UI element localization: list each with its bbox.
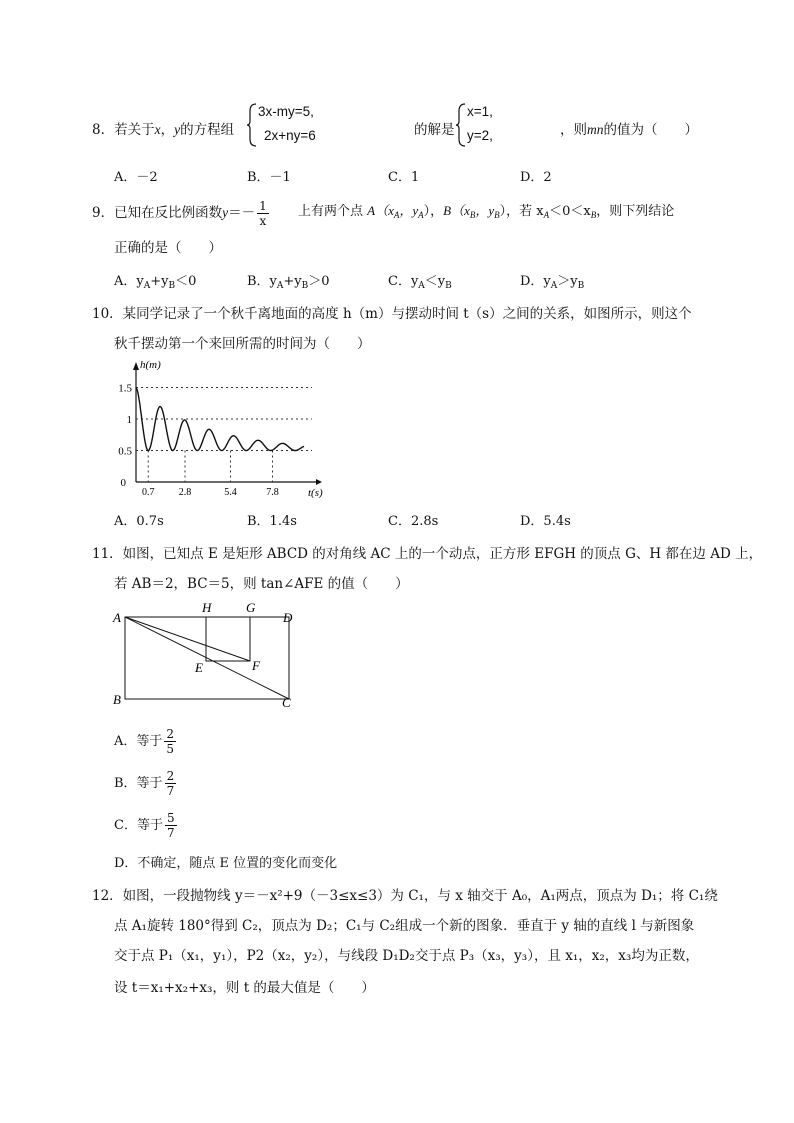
label-c: C bbox=[282, 695, 291, 710]
q11-option-c-frac bbox=[165, 812, 177, 839]
q12-line2: 点 A₁旋转 180°得到 C₂，顶点为 D₂；C₁与 C₂组成一个新的图象．垂直于 y 轴的直线 l 与新图象 bbox=[114, 918, 695, 934]
q8-option-a: A．－2 bbox=[114, 170, 158, 185]
q11-option-c-prefix: C．等于 bbox=[114, 818, 163, 833]
q9-line1 bbox=[92, 200, 271, 227]
q11-option-a bbox=[114, 728, 178, 755]
label-h: H bbox=[202, 600, 212, 615]
q8-eq1: 3x-my=5, bbox=[258, 104, 314, 119]
q9-b-sub2: B bbox=[494, 210, 500, 220]
q11-option-c bbox=[114, 812, 179, 839]
label-a: A bbox=[113, 610, 121, 625]
label-d: D bbox=[283, 610, 293, 625]
q8-sol-text: 的解是 bbox=[414, 122, 455, 138]
x-axis-arrow bbox=[316, 479, 322, 485]
q9-fraction bbox=[257, 200, 269, 227]
label-f: F bbox=[252, 658, 260, 673]
q8-mn: mn bbox=[587, 122, 604, 137]
q11-option-a-frac bbox=[164, 728, 176, 755]
y-axis-arrow bbox=[133, 362, 139, 370]
segment-af bbox=[125, 617, 250, 661]
q9-option-d: D．$y_A>y_B$ bbox=[520, 274, 585, 291]
q8-sol1: x=1, bbox=[467, 104, 493, 119]
q8-option-b: B．－1 bbox=[247, 170, 291, 185]
y-tick-label-2: 1.5 bbox=[118, 382, 132, 395]
x-tick-label-0: 0.7 bbox=[142, 487, 155, 498]
q8-var-y: y bbox=[174, 122, 181, 137]
y-tick-label-1: 1 bbox=[126, 414, 132, 426]
q9-func-lhs: y bbox=[222, 205, 229, 220]
q9-mid: 上有两个点 bbox=[298, 204, 364, 219]
q8-option-d: D．2 bbox=[520, 170, 552, 185]
q12-line1: 12．如图，一段抛物线 y＝－x²+9（－3≤x≤3）为 C₁，与 x 轴交于 A₀，A₁两点，顶点为 D₁；将 C₁绕 bbox=[92, 888, 718, 904]
q9-point-b2: ，y bbox=[475, 203, 495, 218]
q10-option-d: D．5.4s bbox=[520, 514, 571, 529]
q8-solution-brace bbox=[455, 103, 467, 147]
q11-figure bbox=[108, 598, 298, 710]
label-e: E bbox=[195, 660, 203, 675]
x-tick-label-3: 7.8 bbox=[266, 487, 279, 498]
q9-b-sub: B bbox=[469, 210, 476, 220]
q10-chart bbox=[112, 356, 334, 498]
q11-option-d: D．不确定，随点 E 位置的变化而变化 bbox=[114, 856, 338, 871]
q9-option-c: C．$y_A<y_B$ bbox=[388, 274, 452, 291]
q12-line4: 设 t＝x₁+x₂+x₃，则 t 的最大值是（ ） bbox=[114, 980, 375, 996]
q10-option-a: A．0.7s bbox=[114, 514, 164, 529]
q8-option-c: C．1 bbox=[388, 170, 420, 185]
q9-frac-num: 1 bbox=[259, 199, 267, 213]
q12-line3: 交于点 P₁（x₁，y₁），P2（x₂，y₂），与线段 D₁D₂交于点 P₃（x₃，y₃），且 x₁，x₂，x₃均为正数， bbox=[114, 948, 699, 964]
q9-option-a: A．$y_A+y_B<0$ bbox=[114, 274, 197, 291]
q9-frac-den: x bbox=[259, 214, 267, 228]
q9-point-b3: ），若 x bbox=[499, 204, 544, 219]
q11-line1: 11．如图，已知点 E 是矩形 ABCD 的对角线 AC 上的一个动点，正方形 EFGH 的顶点 G、H 都在边 AD 上， bbox=[92, 546, 763, 562]
origin-label: 0 bbox=[120, 477, 126, 489]
x-axis-label: t(s) bbox=[308, 487, 323, 498]
diagonal-ac bbox=[125, 617, 289, 699]
q9-func-eq: ＝－ bbox=[228, 205, 256, 221]
q9-tail: ，则下列结论 bbox=[596, 204, 675, 219]
q8-var-x: x bbox=[154, 122, 161, 137]
q9-point-a2: ，y bbox=[399, 203, 419, 218]
q11-option-a-prefix: A．等于 bbox=[114, 734, 163, 749]
q11-option-b-frac bbox=[165, 770, 177, 797]
q9-a-sub: A bbox=[393, 210, 400, 220]
q9-cond-mid: ＜0＜x bbox=[549, 204, 591, 219]
q11-option-c-den: 7 bbox=[166, 826, 175, 840]
q8-sep: ， bbox=[160, 122, 175, 138]
x-tick-label-2: 5.4 bbox=[224, 487, 237, 498]
q8-mid: 的方程组 bbox=[180, 122, 235, 138]
square-efgh bbox=[206, 617, 250, 661]
q8-tail-b: 的值为（ ） bbox=[603, 122, 698, 138]
q8-text-prefix bbox=[92, 118, 234, 138]
q8-prefix: 8．若关于 bbox=[92, 122, 155, 138]
q8-system-brace bbox=[246, 103, 258, 147]
q9-cond-sub1: A bbox=[543, 210, 550, 220]
q11-option-b-num: 2 bbox=[166, 769, 175, 783]
q9-point-b: B（x bbox=[443, 203, 470, 218]
q8-eq2: 2x+ny=6 bbox=[264, 128, 316, 143]
q10-line2: 秋千摆动第一个来回所需的时间为（ ） bbox=[114, 336, 371, 352]
y-tick-label-0: 0.5 bbox=[118, 445, 132, 458]
q9-option-b: B．$y_A+y_B>0$ bbox=[247, 274, 330, 291]
q9-cond-sub2: B bbox=[590, 210, 597, 220]
q10-option-c: C．2.8s bbox=[388, 514, 439, 529]
q9-point-a: A（x bbox=[367, 203, 394, 218]
q11-option-b bbox=[114, 770, 178, 797]
q11-line2: 若 AB＝2，BC＝5，则 tan∠AFE 的值（ ） bbox=[114, 576, 409, 592]
q11-option-b-prefix: B．等于 bbox=[114, 776, 163, 791]
q10-option-b: B．1.4s bbox=[247, 514, 297, 529]
q8-tail-a: ，则 bbox=[560, 122, 587, 138]
q11-option-b-den: 7 bbox=[166, 784, 175, 798]
label-b: B bbox=[113, 692, 121, 707]
q9-point-a3: ）， bbox=[423, 204, 444, 219]
q8-sol2: y=2, bbox=[467, 128, 493, 143]
q10-line1: 10．某同学记录了一个秋千离地面的高度 h（m）与摆动时间 t（s）之间的关系，如图所示，则这个 bbox=[92, 306, 692, 322]
q11-option-a-num: 2 bbox=[166, 727, 175, 741]
q11-option-a-den: 5 bbox=[166, 742, 175, 756]
q9-line1-rest bbox=[298, 200, 674, 220]
q11-option-c-num: 5 bbox=[166, 811, 175, 825]
y-axis-label: h(m) bbox=[140, 359, 161, 371]
q9-a-sub2: A bbox=[418, 210, 424, 220]
x-tick-label-1: 2.8 bbox=[178, 487, 192, 498]
q9-prefix: 9．已知在反比例函数 bbox=[92, 205, 223, 221]
label-g: G bbox=[246, 600, 256, 615]
q9-line2: 正确的是（ ） bbox=[114, 240, 222, 256]
q8-tail bbox=[560, 118, 698, 138]
